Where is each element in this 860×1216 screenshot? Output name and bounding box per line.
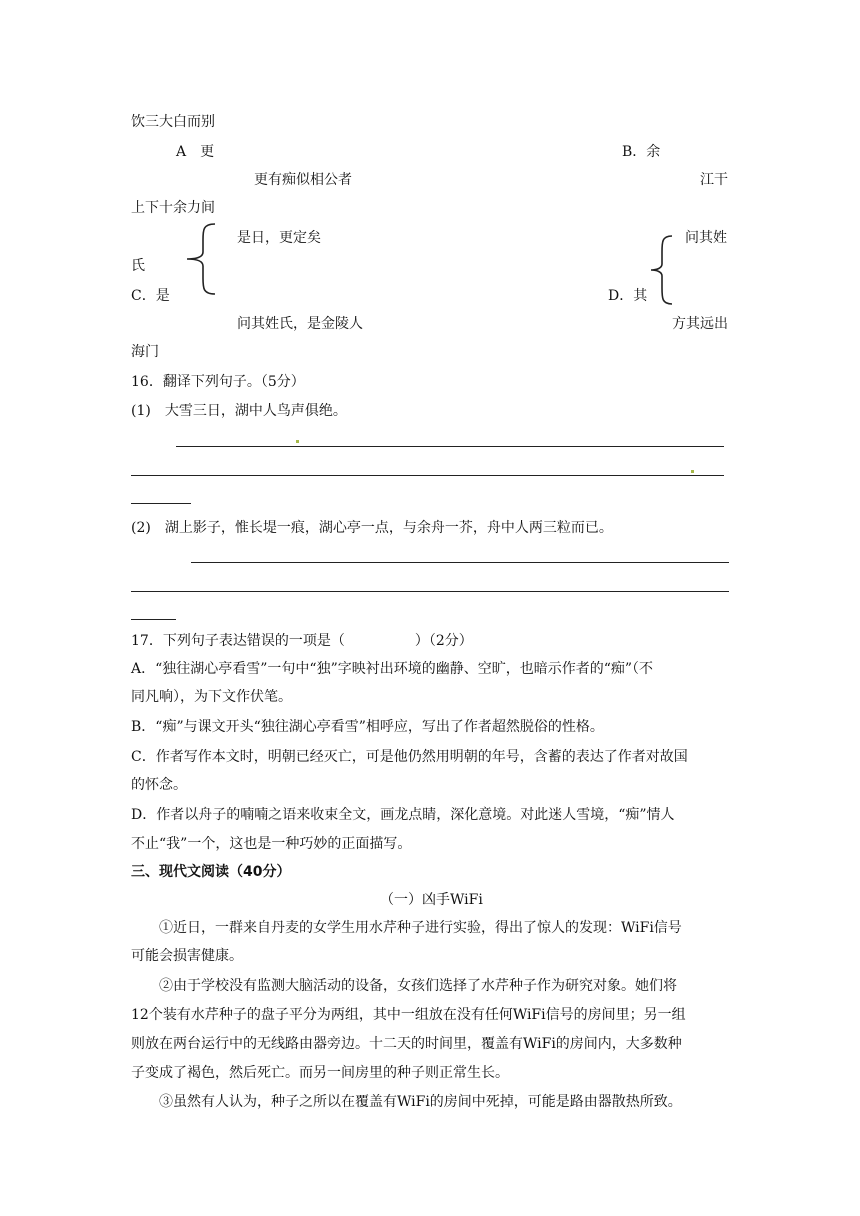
q15-option-a-label: A 更 xyxy=(176,144,215,160)
paragraph-2-line4: 子变成了褐色，然后死亡。而另一间房里的种子则正常生长。 xyxy=(131,1065,509,1081)
q16-sentence-1: (1) 大雪三日，湖中人鸟声俱绝。 xyxy=(131,403,347,419)
speck xyxy=(691,470,694,473)
q15-option-c-label: C．是 xyxy=(131,288,170,304)
q16-sentence-2: (2) 湖上影子，惟长堤一痕，湖心亭一点，与余舟一芥，舟中人两三粒而已。 xyxy=(131,520,613,536)
q15-line0: 饮三大白而别 xyxy=(131,114,215,130)
answer-line xyxy=(131,619,176,620)
q15-option-b-label: B．余 xyxy=(622,144,661,160)
q15-option-d-item2: 方其远出 xyxy=(672,316,728,332)
q17-option-d-line2: 不止“我”一个，这也是一种巧妙的正面描写。 xyxy=(131,836,412,852)
paragraph-2-line1: ②由于学校没有监测大脑活动的设备，女孩们选择了水芹种子作为研究对象。她们将 xyxy=(159,978,677,994)
answer-line xyxy=(131,591,729,592)
q17-option-b: B．“痴”与课文开头“独往湖心亭看雪”相呼应，写出了作者超然脱俗的性格。 xyxy=(131,719,604,735)
answer-line xyxy=(131,475,724,476)
answer-line xyxy=(131,503,191,504)
q17-option-c-line2: 的怀念。 xyxy=(131,777,187,793)
q17-option-a-line1: A．“独往湖心亭看雪”一句中“独”字映衬出环境的幽静、空旷，也暗示作者的“痴”（不 xyxy=(131,661,654,677)
left-brace-icon xyxy=(648,234,676,306)
article-title: （一）凶手WiFi xyxy=(380,892,483,908)
q15-option-d-item1-cont: 氏 xyxy=(131,258,145,274)
left-brace-icon xyxy=(183,222,219,296)
paragraph-1-line2: 可能会损害健康。 xyxy=(131,948,243,964)
q16-title: 16．翻译下列句子。（5分） xyxy=(131,374,305,390)
q15-option-d-item2-cont: 海门 xyxy=(131,344,159,360)
answer-line xyxy=(176,446,724,447)
speck xyxy=(296,440,299,443)
paragraph-3-line1: ③虽然有人认为，种子之所以在覆盖有WiFi的房间中死掉，可能是路由器散热所致。 xyxy=(159,1094,682,1110)
q15-option-c-item2: 问其姓氏，是金陵人 xyxy=(237,316,363,332)
q15-option-b-item1-cont: 上下十余力间 xyxy=(131,200,215,216)
section-heading: 三、现代文阅读（40分） xyxy=(131,864,291,880)
q17-option-d-line1: D．作者以舟子的喃喃之语来收束全文，画龙点睛，深化意境。对此迷人雪境，“痴”情人 xyxy=(131,807,675,823)
q17-title: 17．下列句子表达错误的一项是（ ）（2分） xyxy=(131,633,473,649)
q15-option-c-item1: 是日，更定矣 xyxy=(237,230,321,246)
paragraph-2-line2: 12个装有水芹种子的盘子平分为两组，其中一组放在没有任何WiFi信号的房间里；另一组 xyxy=(131,1007,686,1023)
q15-option-b-item1: 江干 xyxy=(700,172,728,188)
paragraph-2-line3: 则放在两台运行中的无线路由器旁边。十二天的时间里，覆盖有WiFi的房间内，大多数种 xyxy=(131,1036,682,1052)
q17-option-a-line2: 同凡响），为下文作伏笔。 xyxy=(131,689,292,705)
q15-option-d-label: D．其 xyxy=(608,288,648,304)
q15-option-a-item1: 更有痴似相公者 xyxy=(254,172,352,188)
q15-option-d-item1: 问其姓 xyxy=(685,230,727,246)
q17-option-c-line1: C．作者写作本文时，明朝已经灭亡，可是他仍然用明朝的年号，含蓄的表达了作者对故国 xyxy=(131,749,688,765)
answer-line xyxy=(191,562,729,563)
paragraph-1-line1: ①近日，一群来自丹麦的女学生用水芹种子进行实验，得出了惊人的发现：WiFi信号 xyxy=(159,920,682,936)
